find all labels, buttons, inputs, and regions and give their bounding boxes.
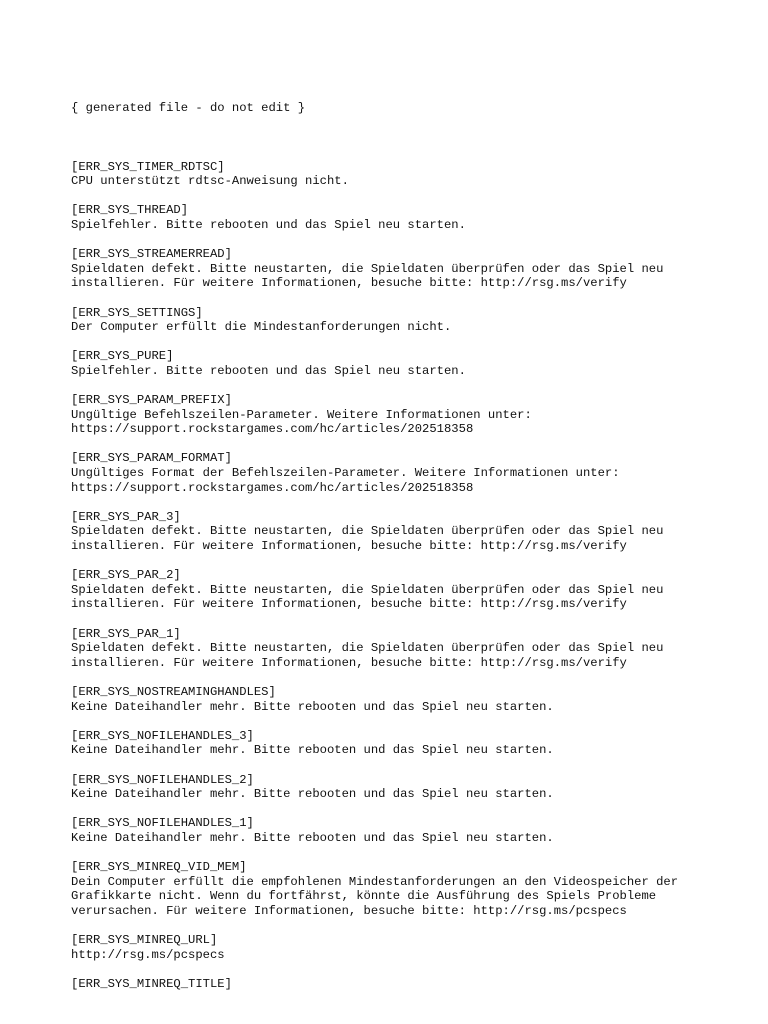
error-message-line: Der Computer erfüllt die Mindestanforderungen nicht. bbox=[71, 320, 452, 335]
error-key: [ERR_SYS_MINREQ_URL] bbox=[71, 933, 218, 948]
error-key: [ERR_SYS_NOFILEHANDLES_2] bbox=[71, 772, 254, 787]
error-entry bbox=[71, 203, 758, 232]
error-message-line: Ungültiges Format der Befehlszeilen-Parameter. Weitere Informationen unter: bbox=[71, 466, 620, 481]
error-message-line: Keine Dateihandler mehr. Bitte rebooten und das Spiel neu starten. bbox=[71, 699, 554, 714]
error-entry bbox=[71, 933, 758, 962]
error-entry bbox=[71, 451, 758, 495]
error-message-line: Grafikkarte nicht. Wenn du fortfährst, könnte die Ausführung des Spiels Probleme bbox=[71, 889, 657, 904]
error-key: [ERR_SYS_NOFILEHANDLES_1] bbox=[71, 816, 254, 831]
error-entry bbox=[71, 773, 758, 802]
error-entry bbox=[71, 860, 758, 918]
error-key: [ERR_SYS_MINREQ_TITLE] bbox=[71, 976, 232, 991]
error-message-line: Keine Dateihandler mehr. Bitte rebooten und das Spiel neu starten. bbox=[71, 830, 554, 845]
error-key: [ERR_SYS_PAR_1] bbox=[71, 626, 181, 641]
error-message-line: Spieldaten defekt. Bitte neustarten, die Spieldaten überprüfen oder das Spiel neu bbox=[71, 261, 664, 276]
error-key: [ERR_SYS_PARAM_FORMAT] bbox=[71, 451, 232, 466]
error-message-line: Keine Dateihandler mehr. Bitte rebooten und das Spiel neu starten. bbox=[71, 743, 554, 758]
entry-list bbox=[71, 160, 758, 992]
error-entry bbox=[71, 393, 758, 437]
file-header: { generated file - do not edit } bbox=[71, 101, 306, 116]
error-message-line: CPU unterstützt rdtsc-Anweisung nicht. bbox=[71, 174, 349, 189]
error-entry bbox=[71, 627, 758, 671]
error-message-line: https://support.rockstargames.com/hc/articles/202518358 bbox=[71, 422, 474, 437]
error-key: [ERR_SYS_MINREQ_VID_MEM] bbox=[71, 860, 247, 875]
error-message-line: Spieldaten defekt. Bitte neustarten, die Spieldaten überprüfen oder das Spiel neu bbox=[71, 524, 664, 539]
error-key: [ERR_SYS_PURE] bbox=[71, 349, 174, 364]
error-message-line: installieren. Für weitere Informationen, besuche bitte: http://rsg.ms/verify bbox=[71, 597, 627, 612]
error-message-line: Spieldaten defekt. Bitte neustarten, die Spieldaten überprüfen oder das Spiel neu bbox=[71, 582, 664, 597]
error-message-line: Ungültige Befehlszeilen-Parameter. Weitere Informationen unter: bbox=[71, 407, 532, 422]
error-entry bbox=[71, 306, 758, 335]
error-message-line: Spielfehler. Bitte rebooten und das Spiel neu starten. bbox=[71, 217, 466, 232]
error-entry bbox=[71, 568, 758, 612]
error-message-line: Keine Dateihandler mehr. Bitte rebooten und das Spiel neu starten. bbox=[71, 787, 554, 802]
error-message-line: Dein Computer erfüllt die empfohlenen Mindestanforderungen an den Videospeicher der bbox=[71, 874, 679, 889]
error-message-line: https://support.rockstargames.com/hc/articles/202518358 bbox=[71, 480, 474, 495]
error-message-line: Spielfehler. Bitte rebooten und das Spiel neu starten. bbox=[71, 363, 466, 378]
error-key: [ERR_SYS_NOFILEHANDLES_3] bbox=[71, 728, 254, 743]
error-entry bbox=[71, 510, 758, 554]
error-entry bbox=[71, 729, 758, 758]
document-page bbox=[71, 72, 758, 1021]
error-key: [ERR_SYS_PAR_2] bbox=[71, 568, 181, 583]
error-message-line: installieren. Für weitere Informationen, besuche bitte: http://rsg.ms/verify bbox=[71, 655, 627, 670]
error-key: [ERR_SYS_NOSTREAMINGHANDLES] bbox=[71, 684, 276, 699]
error-key: [ERR_SYS_TIMER_RDTSC] bbox=[71, 159, 225, 174]
error-entry bbox=[71, 160, 758, 189]
error-entry bbox=[71, 816, 758, 845]
error-entry bbox=[71, 685, 758, 714]
error-message-line: http://rsg.ms/pcspecs bbox=[71, 947, 225, 962]
error-key: [ERR_SYS_PAR_3] bbox=[71, 509, 181, 524]
error-message-line: installieren. Für weitere Informationen, besuche bitte: http://rsg.ms/verify bbox=[71, 276, 627, 291]
error-key: [ERR_SYS_THREAD] bbox=[71, 203, 189, 218]
error-message-line: Spieldaten defekt. Bitte neustarten, die Spieldaten überprüfen oder das Spiel neu bbox=[71, 641, 664, 656]
error-key: [ERR_SYS_STREAMERREAD] bbox=[71, 247, 232, 262]
error-entry bbox=[71, 349, 758, 378]
error-message-line: installieren. Für weitere Informationen, besuche bitte: http://rsg.ms/verify bbox=[71, 539, 627, 553]
error-entry bbox=[71, 977, 758, 992]
error-key: [ERR_SYS_SETTINGS] bbox=[71, 305, 203, 320]
error-key: [ERR_SYS_PARAM_PREFIX] bbox=[71, 393, 232, 408]
error-message-line: verursachen. Für weitere Informationen, besuche bitte: http://rsg.ms/pcspecs bbox=[71, 903, 627, 918]
error-entry bbox=[71, 247, 758, 291]
